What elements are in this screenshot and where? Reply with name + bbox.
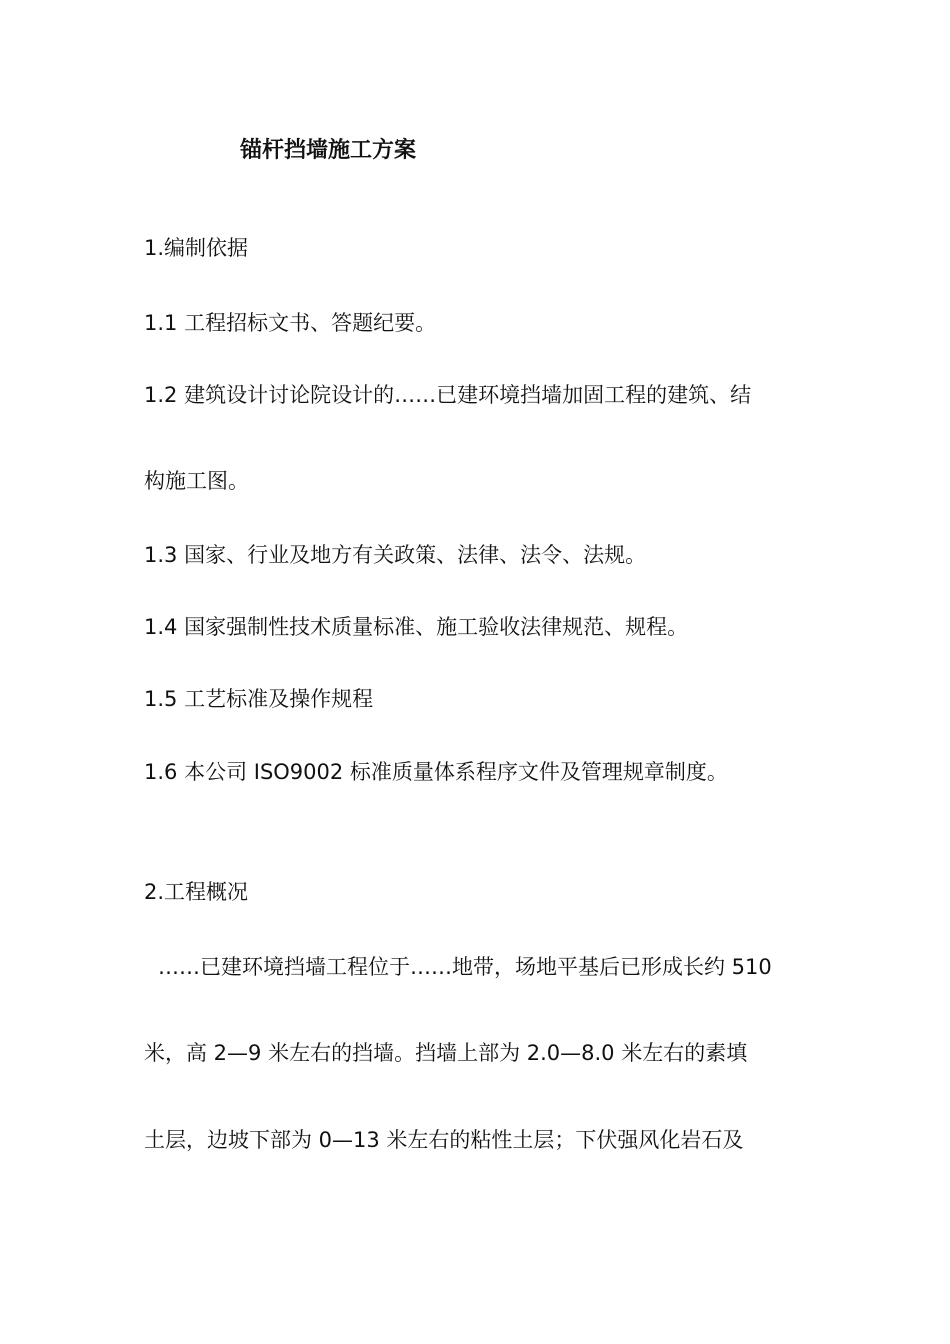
section-2-paragraph-line: ……已建环境挡墙工程位于……地带，场地平基后已形成长约 510 [158, 955, 772, 979]
section-1-heading: 1.编制依据 [144, 236, 249, 260]
section-1-item: 1.2 建筑设计讨论院设计的……已建环境挡墙加固工程的建筑、结 [144, 383, 752, 407]
section-1-item: 1.1 工程招标文书、答题纪要。 [144, 311, 437, 335]
section-2-paragraph-line: 土层，边坡下部为 0—13 米左右的粘性土层；下伏强风化岩石及 [144, 1128, 744, 1152]
section-1-item: 1.5 工艺标准及操作规程 [144, 687, 374, 711]
section-1-item: 1.4 国家强制性技术质量标准、施工验收法律规范、规程。 [144, 615, 689, 639]
section-1-item: 1.3 国家、行业及地方有关政策、法律、法令、法规。 [144, 543, 647, 567]
section-2-paragraph-line: 米，高 2—9 米左右的挡墙。挡墙上部为 2.0—8.0 米左右的素填 [144, 1041, 748, 1065]
section-1-item: 1.6 本公司 ISO9002 标准质量体系程序文件及管理规章制度。 [144, 760, 728, 784]
section-1-item-continuation: 构施工图。 [144, 469, 249, 493]
section-2-heading: 2.工程概况 [144, 880, 249, 904]
document-title: 锚杆挡墙施工方案 [240, 138, 417, 163]
